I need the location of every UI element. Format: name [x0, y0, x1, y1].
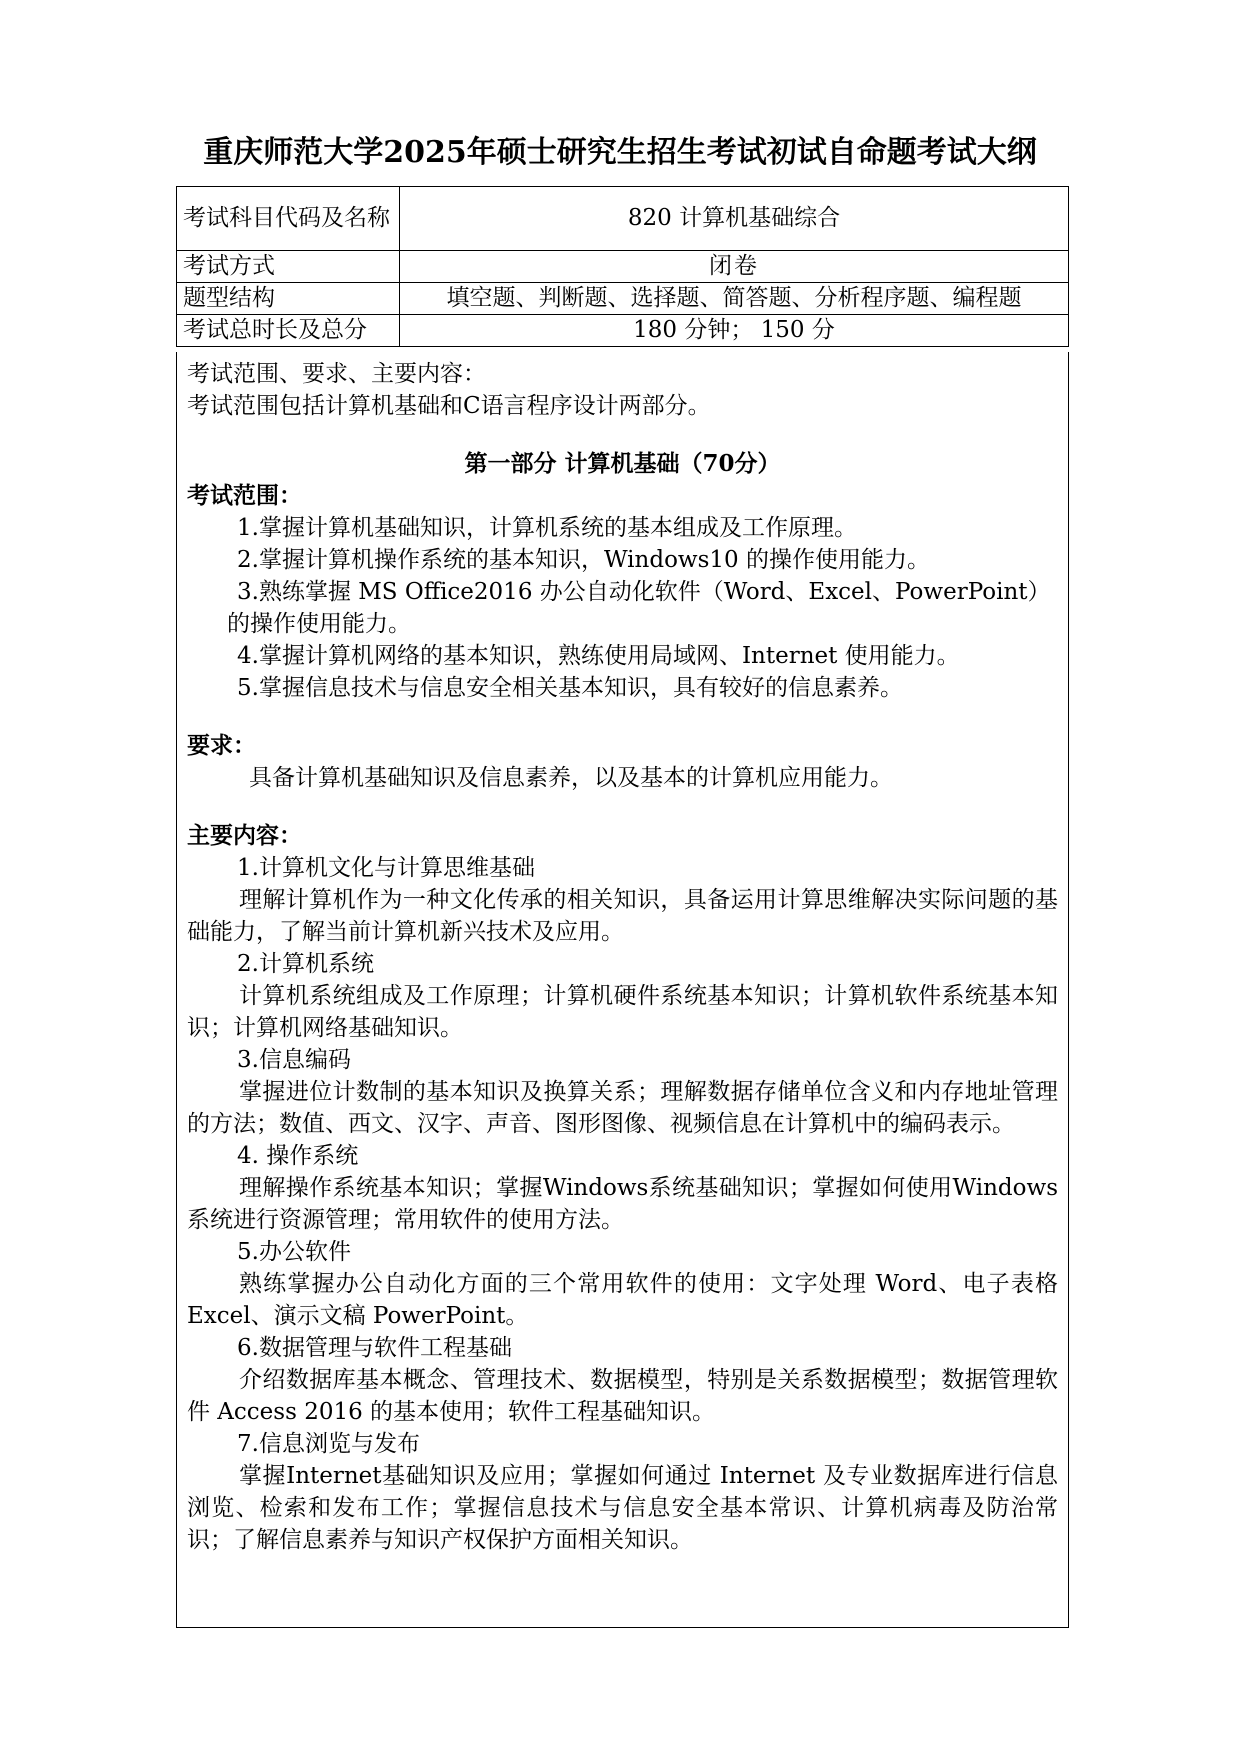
content-item-title: 5.办公软件 — [237, 1239, 351, 1265]
row-value-subject: 820 计算机基础综合 — [400, 187, 1069, 251]
range-heading: 考试范围： — [187, 482, 302, 509]
list-item: 2.掌握计算机操作系统的基本知识，Windows10 的操作使用能力。 — [237, 547, 930, 573]
list-item: 1.掌握计算机基础知识，计算机系统的基本组成及工作原理。 — [237, 515, 857, 541]
scope-text: 考试范围包括计算机基础和C语言程序设计两部分。 — [187, 393, 711, 419]
row-value-duration-score: 180 分钟； 150 分 — [400, 315, 1069, 347]
content-item-text: 熟练掌握办公自动化方面的三个常用软件的使用：文字处理 Word、电子表格 Excel、演示文稿 PowerPoint。 — [187, 1271, 1058, 1329]
content-item-text: 理解计算机作为一种文化传承的相关知识，具备运用计算思维解决实际问题的基础能力，了解当前计算机新兴技术及应用。 — [187, 887, 1058, 945]
table-row — [177, 315, 1069, 347]
row-value-question-types: 填空题、判断题、选择题、简答题、分析程序题、编程题 — [400, 283, 1069, 315]
row-label-subject: 考试科目代码及名称 — [177, 187, 400, 251]
part1-title: 第一部分 计算机基础（70分） — [464, 450, 781, 477]
row-value-exam-method: 闭卷 — [400, 251, 1069, 283]
content-item-text: 介绍数据库基本概念、管理技术、数据模型，特别是关系数据模型；数据管理软件 Access 2016 的基本使用；软件工程基础知识。 — [187, 1367, 1058, 1425]
table-row — [177, 187, 1069, 251]
content-item-text: 掌握进位计数制的基本知识及换算关系；理解数据存储单位含义和内存地址管理的方法；数值、西文、汉字、声音、图形图像、视频信息在计算机中的编码表示。 — [187, 1079, 1058, 1137]
content-item-title: 7.信息浏览与发布 — [237, 1431, 420, 1457]
content-item-title: 6.数据管理与软件工程基础 — [237, 1335, 512, 1361]
row-label-duration-score: 考试总时长及总分 — [177, 315, 400, 347]
requirement-heading: 要求： — [187, 732, 256, 759]
content-item-text: 掌握Internet基础知识及应用；掌握如何通过 Internet 及专业数据库进行信息浏览、检索和发布工作；掌握信息技术与信息安全基本常识、计算机病毒及防治常识；了解信息素养与知识产权保护方面相关知识。 — [187, 1463, 1058, 1553]
row-label-exam-method: 考试方式 — [177, 251, 400, 283]
list-item: 5.掌握信息技术与信息安全相关基本知识，具有较好的信息素养。 — [237, 675, 903, 701]
list-item: 4.掌握计算机网络的基本知识，熟练使用局域网、Internet 使用能力。 — [237, 643, 960, 669]
content-item-title: 1.计算机文化与计算思维基础 — [237, 855, 535, 881]
content-item-title: 2.计算机系统 — [237, 951, 374, 977]
table-row — [177, 251, 1069, 283]
table-row — [177, 283, 1069, 315]
page-title: 重庆师范大学2025年硕士研究生招生考试初试自命题考试大纲 — [203, 135, 1037, 170]
scope-heading: 考试范围、要求、主要内容： — [187, 361, 486, 387]
requirement-text: 具备计算机基础知识及信息素养，以及基本的计算机应用能力。 — [249, 765, 893, 791]
content-item-title: 3.信息编码 — [237, 1047, 351, 1073]
content-heading: 主要内容： — [187, 822, 302, 849]
row-label-question-types: 题型结构 — [177, 283, 400, 315]
content-item-title: 4. 操作系统 — [237, 1143, 359, 1169]
exam-info-table — [176, 186, 1069, 347]
content-item-text: 理解操作系统基本知识；掌握Windows系统基础知识；掌握如何使用Windows系统进行资源管理；常用软件的使用方法。 — [187, 1175, 1058, 1233]
list-item: 3.熟练掌握 MS Office2016 办公自动化软件（Word、Excel、PowerPoint）的操作使用能力。 — [227, 579, 1051, 637]
content-section — [176, 352, 1069, 1628]
content-item-text: 计算机系统组成及工作原理；计算机硬件系统基本知识；计算机软件系统基本知识；计算机网络基础知识。 — [187, 983, 1058, 1041]
